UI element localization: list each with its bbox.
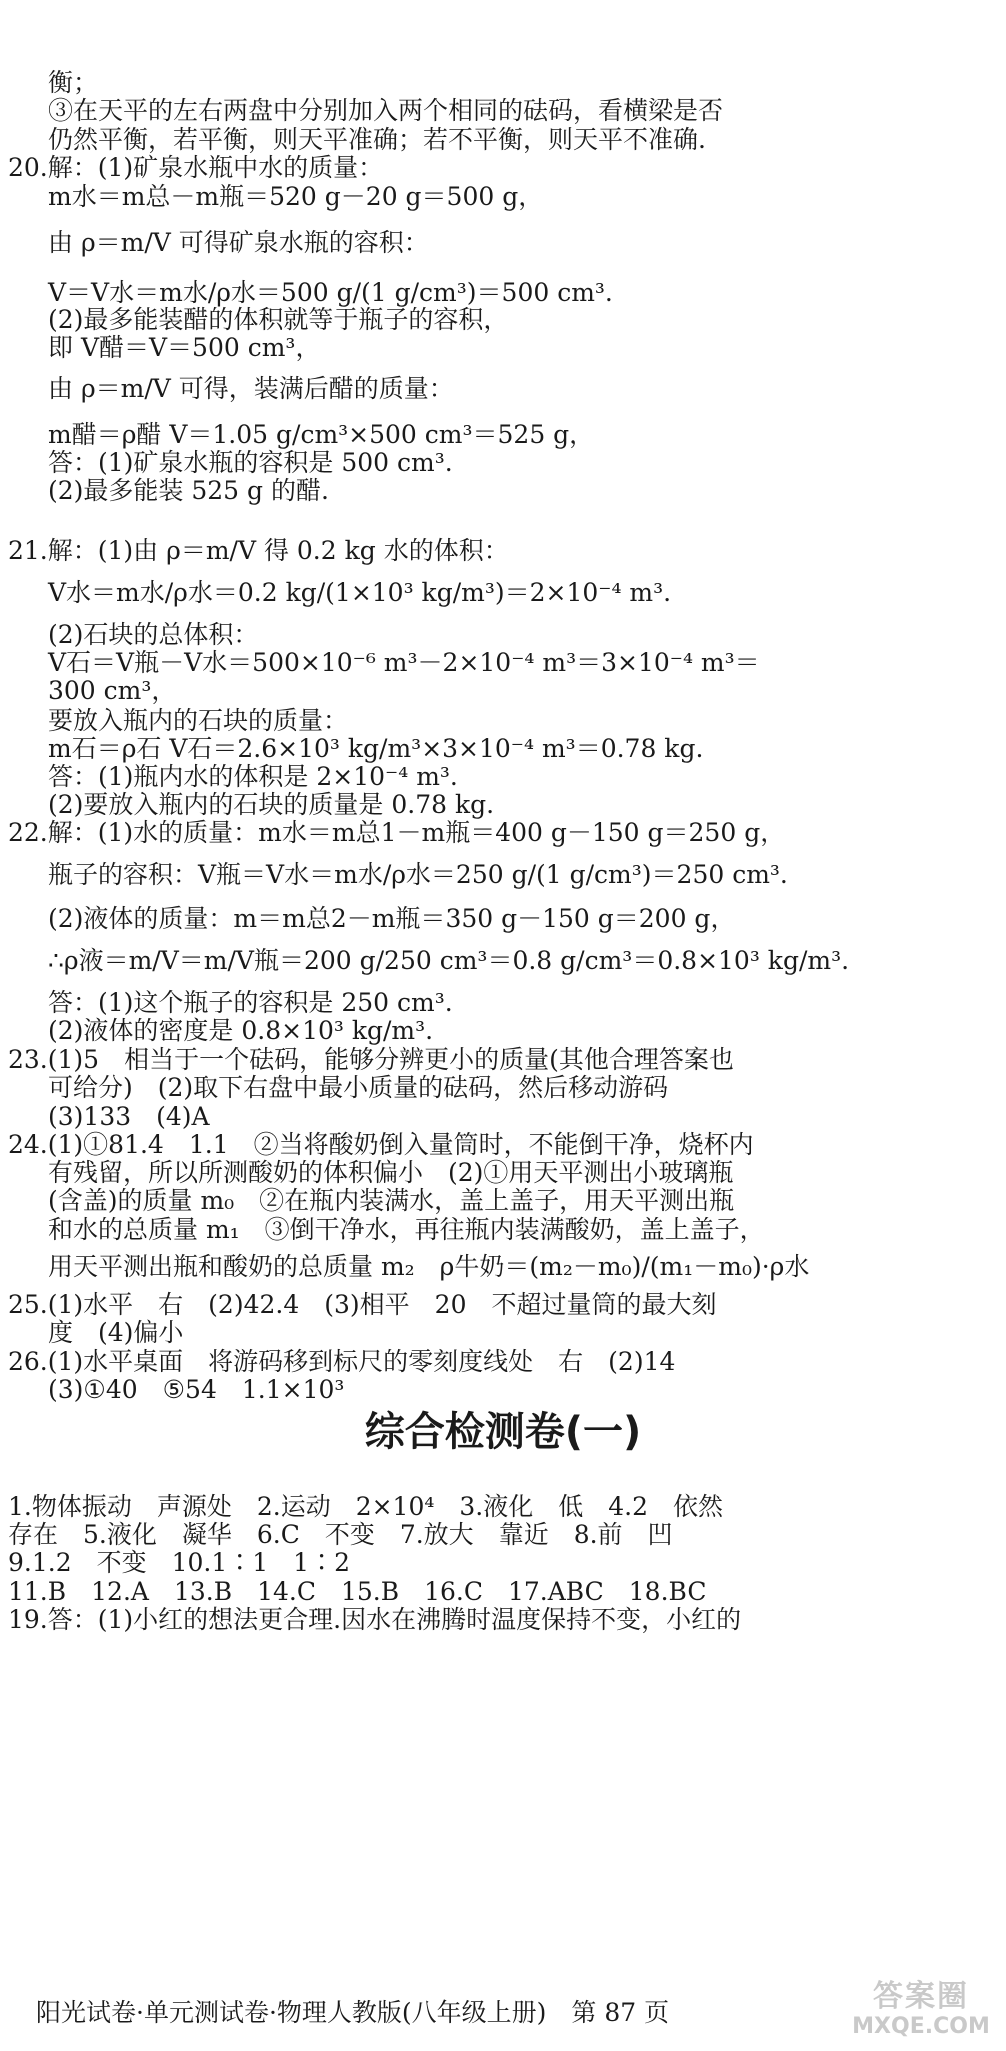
text-line: 要放入瓶内的石块的质量：	[48, 706, 349, 735]
text-line: (2)最多能装醋的体积就等于瓶子的容积，	[48, 305, 509, 334]
text-line: (3)133 (4)A	[48, 1102, 210, 1131]
text-line: 答：(1)这个瓶子的容积是 250 cm³.	[48, 988, 453, 1017]
text-line: 20.解：(1)矿泉水瓶中水的质量：	[8, 153, 384, 182]
text-line: m醋＝ρ醋 V＝1.05 g/cm³×500 cm³＝525 g，	[48, 420, 595, 449]
text-line: 1.物体振动 声源处 2.运动 2×10⁴ 3.液化 低 4.2 依然	[8, 1492, 724, 1521]
text-line: ∴ρ液＝m/V＝m/V瓶＝200 g/250 cm³＝0.8 g/cm³＝0.8×10³ kg/m³.	[48, 946, 850, 975]
text-line: (2)要放入瓶内的石块的质量是 0.78 kg.	[48, 790, 495, 819]
text-line: 21.解：(1)由 ρ＝m/V 得 0.2 kg 水的体积：	[8, 536, 509, 565]
text-line: 24.(1)①81.4 1.1 ②当将酸奶倒入量筒时，不能倒干净，烧杯内	[8, 1130, 754, 1159]
text-line: 答：(1)瓶内水的体积是 2×10⁻⁴ m³.	[48, 762, 458, 791]
text-line: 即 V醋＝V＝500 cm³，	[48, 333, 321, 362]
text-line: 26.(1)水平桌面 将游码移到标尺的零刻度线处 右 (2)14	[8, 1347, 676, 1376]
site-watermark	[846, 1980, 996, 2046]
text-line: (2)液体的密度是 0.8×10³ kg/m³.	[48, 1016, 434, 1045]
text-line: 仍然平衡，若平衡，则天平准确；若不平衡，则天平不准确.	[48, 125, 706, 154]
text-line: (2)最多能装 525 g 的醋.	[48, 476, 329, 505]
section-title: 综合检测卷(一)	[364, 1409, 642, 1455]
text-line: 瓶子的容积：V瓶＝V水＝m水/ρ水＝250 g/(1 g/cm³)＝250 cm³.	[48, 860, 788, 889]
text-line: 度 (4)偏小	[48, 1318, 184, 1347]
text-line: 衡；	[48, 68, 99, 97]
text-line: (2)液体的质量：m＝m总2－m瓶＝350 g－150 g＝200 g，	[48, 904, 736, 933]
watermark-logo-text: 答案圈	[873, 1979, 969, 2014]
text-line: 可给分) (2)取下右盘中最小质量的砝码，然后移动游码	[48, 1073, 669, 1102]
text-line: 存在 5.液化 凝华 6.C 不变 7.放大 靠近 8.前 凹	[8, 1520, 673, 1549]
text-line: 9.1.2 不变 10.1∶1 1∶2	[8, 1548, 350, 1577]
text-line: 用天平测出瓶和酸奶的总质量 m₂ ρ牛奶＝(m₂－m₀)/(m₁－m₀)·ρ水	[48, 1252, 810, 1281]
text-line: 答：(1)矿泉水瓶的容积是 500 cm³.	[48, 448, 453, 477]
text-line: (含盖)的质量 m₀ ②在瓶内装满水，盖上盖子，用天平测出瓶	[48, 1186, 735, 1215]
text-line: m水＝m总－m瓶＝520 g－20 g＝500 g，	[48, 182, 544, 211]
text-line: 23.(1)5 相当于一个砝码，能够分辨更小的质量(其他合理答案也	[8, 1045, 734, 1074]
text-line: 19.答：(1)小红的想法更合理.因水在沸腾时温度保持不变，小红的	[8, 1605, 742, 1634]
text-line: 由 ρ＝m/V 可得矿泉水瓶的容积：	[48, 228, 429, 257]
text-line: 25.(1)水平 右 (2)42.4 (3)相平 20 不超过量筒的最大刻	[8, 1290, 717, 1319]
text-line: V水＝m水/ρ水＝0.2 kg/(1×10³ kg/m³)＝2×10⁻⁴ m³.	[48, 578, 672, 607]
text-line: V＝V水＝m水/ρ水＝500 g/(1 g/cm³)＝500 cm³.	[48, 278, 613, 307]
text-line: m石＝ρ石 V石＝2.6×10³ kg/m³×3×10⁻⁴ m³＝0.78 kg.	[48, 734, 704, 763]
text-line: (3)①40 ⑤54 1.1×10³	[48, 1375, 345, 1404]
watermark-url: MXQE.COM	[852, 2014, 990, 2039]
text-line: ③在天平的左右两盘中分别加入两个相同的砝码，看横梁是否	[48, 96, 724, 125]
text-line: 有残留，所以所测酸奶的体积偏小 (2)①用天平测出小玻璃瓶	[48, 1158, 734, 1187]
text-line: (2)石块的总体积：	[48, 620, 259, 649]
text-line: V石＝V瓶－V水＝500×10⁻⁶ m³－2×10⁻⁴ m³＝3×10⁻⁴ m³＝	[48, 648, 760, 677]
text-line: 和水的总质量 m₁ ③倒干净水，再往瓶内装满酸奶，盖上盖子，	[48, 1215, 765, 1244]
text-line: 300 cm³，	[48, 676, 177, 705]
page-footer: 阳光试卷·单元测试卷·物理人教版(八年级上册) 第 87 页	[36, 1998, 670, 2027]
text-line: 由 ρ＝m/V 可得，装满后醋的质量：	[48, 374, 454, 403]
text-line: 22.解：(1)水的质量：m水＝m总1－m瓶＝400 g－150 g＝250 g，	[8, 818, 786, 847]
text-line: 11.B 12.A 13.B 14.C 15.B 16.C 17.ABC 18.BC	[8, 1577, 707, 1606]
